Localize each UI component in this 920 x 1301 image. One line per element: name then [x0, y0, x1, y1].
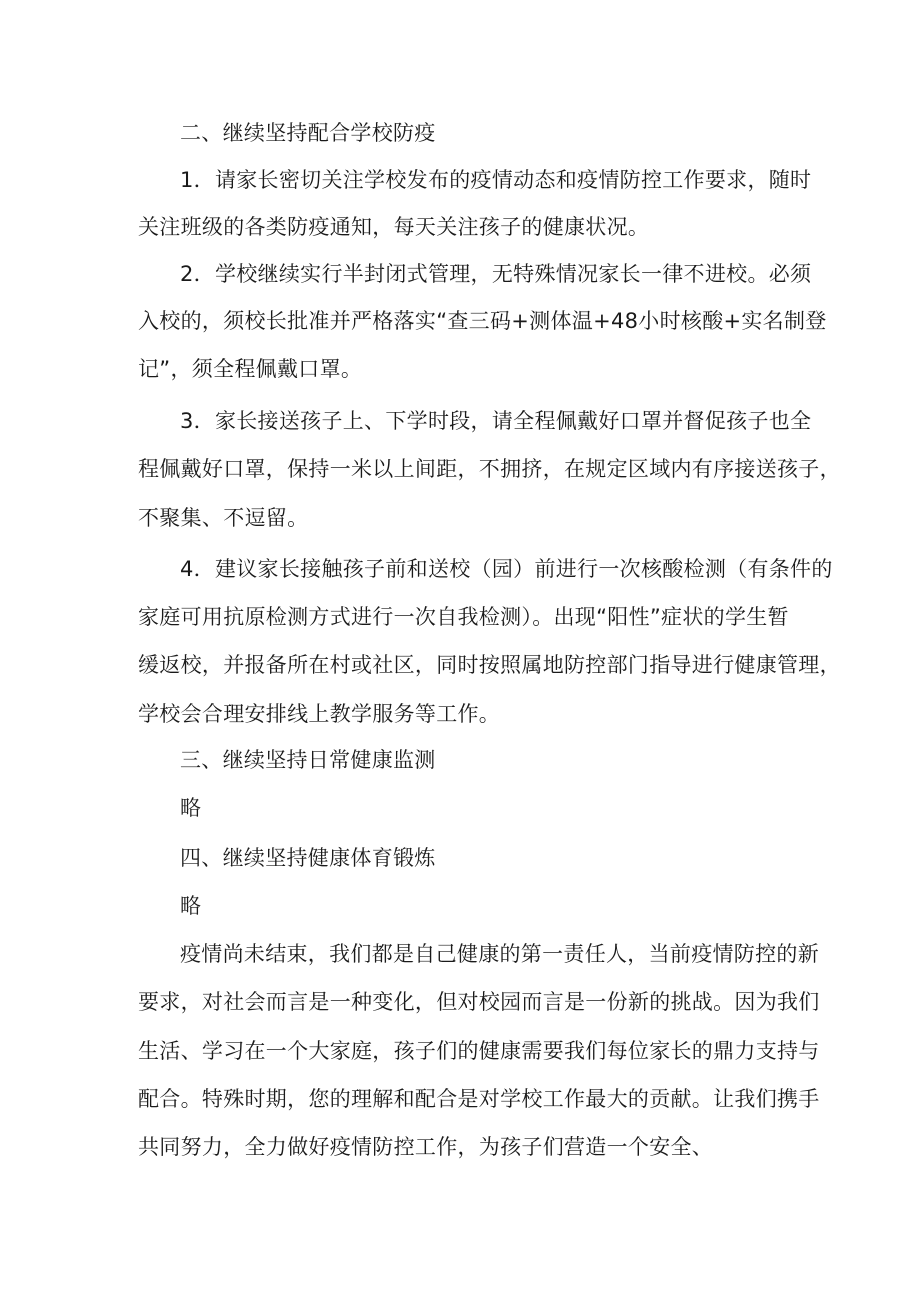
item-4-line-4: 学校会合理安排线上教学服务等工作。	[138, 702, 501, 726]
item-1-line-1: 1．请家长密切关注学校发布的疫情动态和疫情防控工作要求，随时	[180, 168, 812, 192]
item-3-line-2: 程佩戴好口罩，保持一米以上间距，不拥挤，在规定区域内有序接送孩子，	[138, 457, 841, 481]
item-4-line-3: 缓返校，并报备所在村或社区，同时按照属地防控部门指导进行健康管理，	[138, 653, 841, 677]
closing-line-5: 共同努力，全力做好疫情防控工作，为孩子们营造一个安全、	[138, 1135, 714, 1159]
item-2-line-1: 2．学校继续实行半封闭式管理，无特殊情况家长一律不进校。必须	[180, 262, 812, 286]
section-body: 略	[180, 894, 202, 918]
closing-line-4: 配合。特殊时期，您的理解和配合是对学校工作最大的贡献。让我们携手	[138, 1087, 820, 1111]
item-2-line-3: 记”，须全程佩戴口罩。	[138, 357, 363, 381]
section-body: 略	[180, 796, 202, 820]
item-3-line-3: 不聚集、不逗留。	[138, 506, 309, 530]
section-heading: 三、继续坚持日常健康监测	[180, 748, 436, 772]
closing-line-2: 要求，对社会而言是一种变化，但对校园而言是一份新的挑战。因为我们	[138, 990, 820, 1014]
closing-line-1: 疫情尚未结束，我们都是自己健康的第一责任人，当前疫情防控的新	[180, 942, 819, 966]
item-4-line-1: 4．建议家长接触孩子前和送校（园）前进行一次核酸检测（有条件的	[180, 557, 833, 581]
item-2-line-2: 入校的，须校长批准并严格落实“查三码+测体温+48小时核酸+实名制登	[138, 309, 827, 333]
item-3-line-1: 3．家长接送孩子上、下学时段，请全程佩戴好口罩并督促孩子也全	[180, 409, 812, 433]
item-1-line-2: 关注班级的各类防疫通知，每天关注孩子的健康状况。	[138, 215, 650, 239]
section-heading: 四、继续坚持健康体育锻炼	[180, 846, 436, 870]
closing-line-3: 生活、学习在一个大家庭，孩子们的健康需要我们每位家长的鼎力支持与	[138, 1039, 820, 1063]
section-heading: 二、继续坚持配合学校防疫	[180, 121, 436, 145]
item-4-line-2: 家庭可用抗原检测方式进行一次自我检测）。出现“阳性”症状的学生暂	[138, 605, 789, 629]
